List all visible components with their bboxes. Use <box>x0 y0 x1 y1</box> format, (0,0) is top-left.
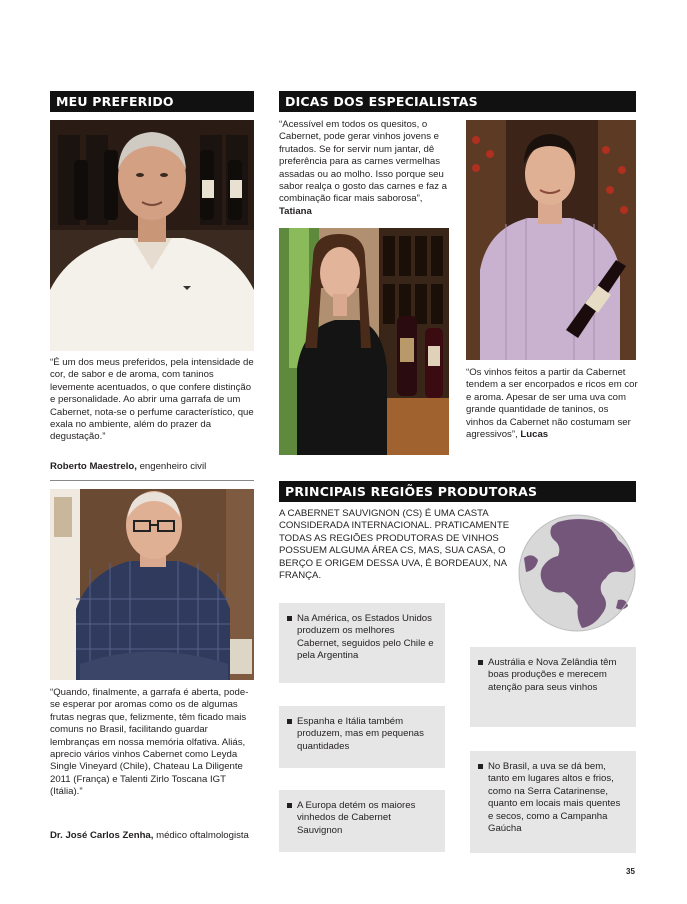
quote-lucas-text: “Os vinhos feitos a partir da Cabernet tendem a ser encorpados e ricos em cor e aroma. Apesar de ser uma uva com grande quantidade de taninos, os vinhos da Cabernet não costumam ser agressivos”, <box>466 367 638 441</box>
region-text-america: Na América, os Estados Unidos produzem os melhores Cabernet, seguidos pelo Chile e pela Argentina <box>297 613 434 662</box>
section-header-principais-regioes: PRINCIPAIS REGIÕES PRODUTORAS <box>279 481 636 502</box>
bullet-icon <box>478 764 483 769</box>
section-header-meu-preferido: MEU PREFERIDO <box>50 91 254 112</box>
regions-intro: A CABERNET SAUVIGNON (CS) É UMA CASTA CONSIDERADA INTERNACIONAL. PRATICAMENTE TODAS AS REGIÕES PRODUTORAS DE VINHOS POSSUEM ALGUMA ÁREA CS, MAS, SUA CASA, O BERÇO E ORIGEM DESSA UVA, É BORDEAUX, NA FRANÇA. <box>279 508 510 582</box>
photo-jose-carlos-zenha <box>50 489 254 680</box>
region-box-europe <box>279 790 445 852</box>
section-header-dicas-especialistas: DICAS DOS ESPECIALISTAS <box>279 91 636 112</box>
author-role-roberto: engenheiro civil <box>136 461 207 472</box>
author-role-jose-carlos: médico oftalmologista <box>153 830 249 841</box>
quote-roberto: “É um dos meus preferidos, pela intensidade de cor, de sabor e de aroma, com taninos levemente acentuados, o que confere distinção e personalidade. Ao abrir uma garrafa de um Cabernet, nota-se o perfume característico, que exala no ambiente, além do prazer da degustação.” <box>50 357 254 443</box>
region-text-brazil: No Brasil, a uva se dá bem, tanto em lugares altos e frios, como na Serra Catarinense, quanto em locais mais quentes e secos, como a Campanha Gaúcha <box>488 761 621 835</box>
region-text-australia: Austrália e Nova Zelândia têm boas produções e merecem atenção para seus vinhos <box>488 657 617 693</box>
author-name-jose-carlos: Dr. José Carlos Zenha, <box>50 830 154 841</box>
globe-icon <box>518 514 636 632</box>
photo-tatiana <box>279 228 449 455</box>
divider <box>50 480 254 481</box>
signature-jose-carlos <box>50 830 256 842</box>
name-tatiana: Tatiana <box>279 205 312 217</box>
region-box-spain-italy <box>279 706 445 768</box>
name-lucas: Lucas <box>520 429 549 441</box>
region-box-america <box>279 603 445 683</box>
quote-jose-carlos: “Quando, finalmente, a garrafa é aberta, pode-se esperar por aromas como os de algumas frutas negras que, felizmente, têm ficado mais comuns no Brasil, facilitando guardar lembranças em nossa memória olfativa. Aliás, aprecio vários vinhos Cabernet como Leyda Single Vineyard (Chile), Chateau La Diligente 2011 (França) e Talenti Zirlo Toscana IGT (Itália).” <box>50 687 249 798</box>
bullet-icon <box>287 803 292 808</box>
signature-roberto <box>50 461 256 473</box>
author-name-roberto: Roberto Maestrelo, <box>50 461 137 472</box>
photo-roberto-maestrelo <box>50 120 254 351</box>
region-text-europe: A Europa detém os maiores vinhedos de Cabernet Sauvignon <box>297 800 416 836</box>
bullet-icon <box>287 719 292 724</box>
region-box-brazil <box>470 751 636 853</box>
quote-lucas <box>466 367 638 441</box>
bullet-icon <box>287 616 292 621</box>
photo-lucas <box>466 120 636 360</box>
bullet-icon <box>478 660 483 665</box>
page-number: 35 <box>626 867 635 876</box>
quote-tatiana <box>279 119 451 218</box>
region-box-australia <box>470 647 636 727</box>
quote-tatiana-text: “Acessível em todos os quesitos, o Cabernet, pode gerar vinhos jovens e frutados. Se for servir num jantar, dê preferência para as carnes vermelhas assadas ou ao molho. Isso porque seu sabor realça o gosto das carnes e faz a combinação ficar mais saborosa”, <box>279 119 447 205</box>
region-text-spain-italy: Espanha e Itália também produzem, mas em pequenas quantidades <box>297 716 424 752</box>
